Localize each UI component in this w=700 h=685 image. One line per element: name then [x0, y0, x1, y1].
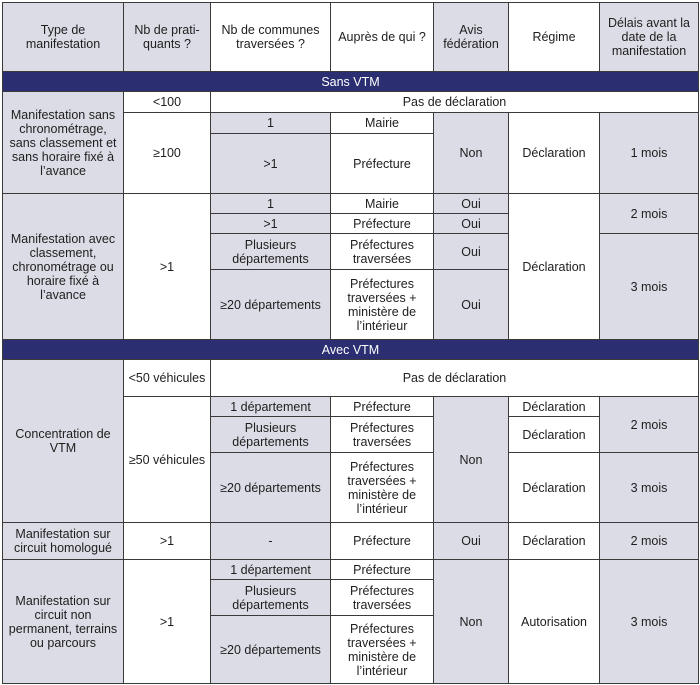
delai-cell: 3 mois: [600, 234, 699, 340]
communes-cell: -: [211, 523, 331, 560]
avis-cell: Non: [434, 397, 509, 523]
avis-cell: Oui: [434, 270, 509, 340]
communes-cell: 1 département: [211, 397, 331, 417]
aupres-cell: Préfectures traversées: [331, 580, 434, 616]
avis-cell: Oui: [434, 214, 509, 234]
avis-cell: Oui: [434, 234, 509, 270]
type-cell: Manifestation sur circuit homologué: [3, 523, 124, 560]
regime-cell: Déclaration: [509, 113, 600, 194]
regime-cell: Déclaration: [509, 417, 600, 453]
delai-cell: 3 mois: [600, 560, 699, 684]
header-avis: Avis fédération: [434, 3, 509, 72]
pratiquants-cell: <50 véhicules: [124, 360, 211, 397]
communes-cell: 1: [211, 113, 331, 134]
header-delais: Délais avant la date de la manifestation: [600, 3, 699, 72]
section-band-avec-vtm: [3, 340, 699, 360]
section-band-sans-vtm: [3, 72, 699, 92]
aupres-cell: Préfecture: [331, 214, 434, 234]
section-title-sans-vtm: Sans VTM: [3, 72, 699, 92]
type-cell: Manifestation sur circuit non permanent, terrains ou parcours: [3, 560, 124, 684]
header-nb-communes: Nb de communes traversées ?: [211, 3, 331, 72]
pratiquants-cell: >1: [124, 560, 211, 684]
pratiquants-cell: <100: [124, 92, 211, 113]
pratiquants-cell: ≥50 véhicules: [124, 397, 211, 523]
regime-cell: Autorisation: [509, 560, 600, 684]
table-row: [3, 92, 699, 113]
communes-cell: >1: [211, 134, 331, 194]
aupres-cell: Préfecture: [331, 523, 434, 560]
header-nb-pratiquants: Nb de prati-quants ?: [124, 3, 211, 72]
pratiquants-cell: >1: [124, 523, 211, 560]
header-aupres: Auprès de qui ?: [331, 3, 434, 72]
no-declaration-cell: Pas de déclaration: [211, 92, 699, 113]
aupres-cell: Préfectures traversées: [331, 234, 434, 270]
avis-cell: Non: [434, 113, 509, 194]
communes-cell: Plusieurs départements: [211, 580, 331, 616]
type-cell: Concentration de VTM: [3, 360, 124, 523]
aupres-cell: Préfecture: [331, 134, 434, 194]
delai-cell: 2 mois: [600, 523, 699, 560]
pratiquants-cell: >1: [124, 194, 211, 340]
aupres-cell: Préfectures traversées + ministère de l’intérieur: [331, 453, 434, 523]
communes-cell: Plusieurs départements: [211, 417, 331, 453]
aupres-cell: Mairie: [331, 194, 434, 214]
avis-cell: Non: [434, 560, 509, 684]
type-cell: Manifestation sans chronométrage, sans classement et sans horaire fixé à l’avance: [3, 92, 124, 194]
regulation-table: [2, 2, 699, 684]
aupres-cell: Préfecture: [331, 397, 434, 417]
aupres-cell: Préfecture: [331, 560, 434, 580]
avis-cell: Oui: [434, 194, 509, 214]
table-row: [3, 560, 699, 580]
communes-cell: Plusieurs départements: [211, 234, 331, 270]
table-row: [3, 523, 699, 560]
communes-cell: ≥20 départements: [211, 270, 331, 340]
no-declaration-cell: Pas de déclaration: [211, 360, 699, 397]
pratiquants-cell: ≥100: [124, 113, 211, 194]
header-type: Type de manifestation: [3, 3, 124, 72]
delai-cell: 1 mois: [600, 113, 699, 194]
regime-cell: Déclaration: [509, 397, 600, 417]
header-regime: Régime: [509, 3, 600, 72]
communes-cell: 1 département: [211, 560, 331, 580]
table-row: [3, 360, 699, 397]
aupres-cell: Préfectures traversées + ministère de l’intérieur: [331, 616, 434, 684]
aupres-cell: Préfectures traversées: [331, 417, 434, 453]
delai-cell: 2 mois: [600, 397, 699, 453]
type-cell: Manifestation avec classement, chronométrage ou horaire fixé à l’avance: [3, 194, 124, 340]
regime-cell: Déclaration: [509, 453, 600, 523]
communes-cell: ≥20 départements: [211, 453, 331, 523]
communes-cell: >1: [211, 214, 331, 234]
aupres-cell: Mairie: [331, 113, 434, 134]
table-row: [3, 194, 699, 214]
communes-cell: ≥20 départements: [211, 616, 331, 684]
aupres-cell: Préfectures traversées + ministère de l’intérieur: [331, 270, 434, 340]
section-title-avec-vtm: Avec VTM: [3, 340, 699, 360]
regime-cell: Déclaration: [509, 523, 600, 560]
delai-cell: 2 mois: [600, 194, 699, 234]
delai-cell: 3 mois: [600, 453, 699, 523]
regime-cell: Déclaration: [509, 194, 600, 340]
avis-cell: Oui: [434, 523, 509, 560]
communes-cell: 1: [211, 194, 331, 214]
header-row: [3, 3, 699, 72]
